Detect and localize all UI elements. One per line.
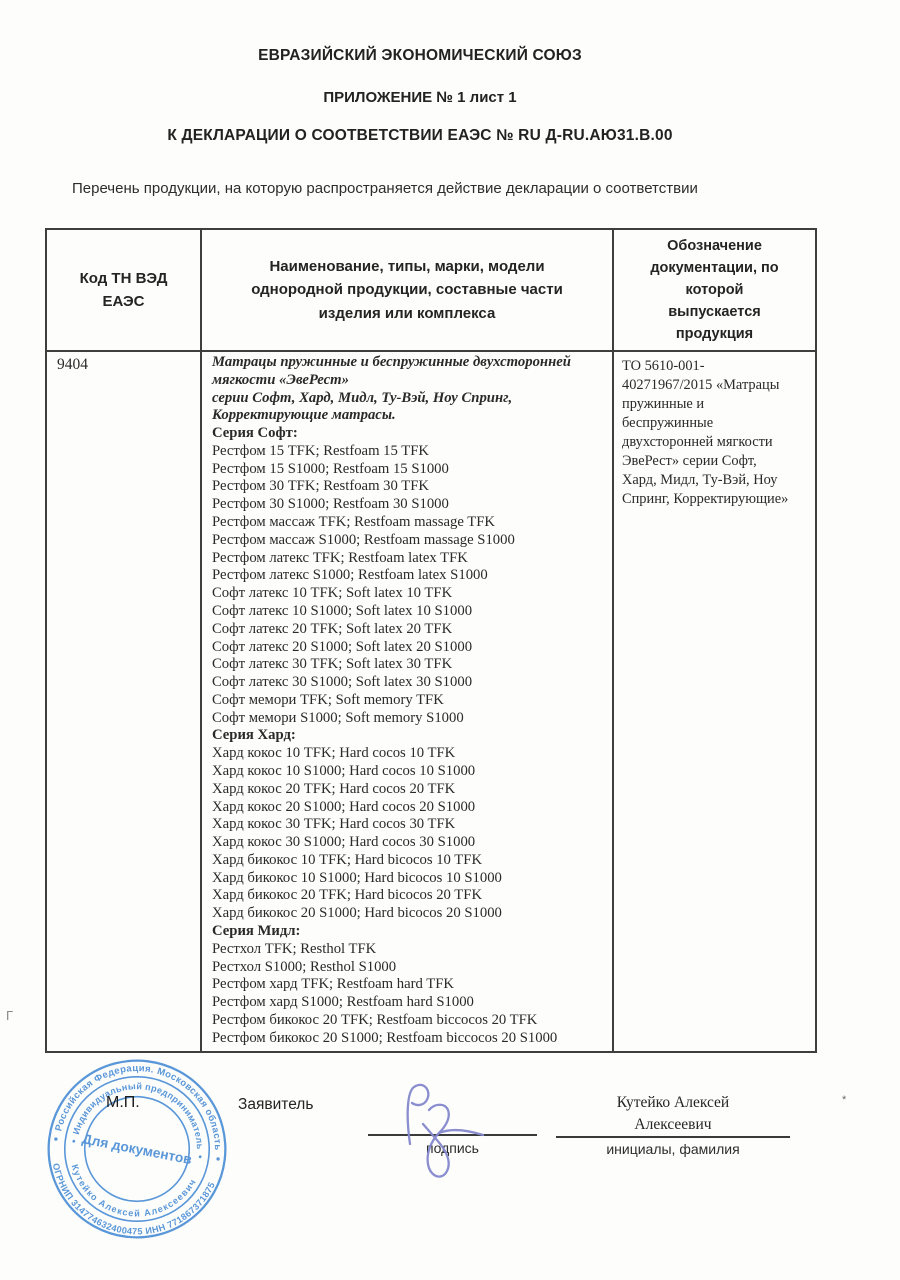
doc-reference-line: 40271967/2015 «Матрацы xyxy=(622,377,780,393)
header-line: документации, по xyxy=(650,260,779,276)
product-intro-line: серии Софт, Хард, Мидл, Ту-Вэй, Ноу Спринг, xyxy=(212,389,513,406)
applicant-name-line1: Кутейко Алексей xyxy=(616,1094,730,1111)
model-line: Софт латекс 30 S1000; Soft latex 30 S1000 xyxy=(212,674,473,691)
code-cell xyxy=(47,352,202,1051)
stamp-middle-top-text: Индивидуальный предприниматель xyxy=(71,1081,205,1150)
scan-artifact-tick: Г xyxy=(6,1008,14,1023)
header-line: Обозначение xyxy=(667,238,762,254)
stamp-place-label: М.П. xyxy=(106,1094,140,1111)
applicant-name-line2: Алексеевич xyxy=(634,1115,712,1133)
round-stamp xyxy=(31,1043,243,1255)
model-line: Софт мемори S1000; Soft memory S1000 xyxy=(212,709,464,726)
model-line: Софт латекс 20 S1000; Soft latex 20 S1000 xyxy=(212,638,473,655)
header-line: которой xyxy=(685,282,744,298)
model-line: Рестфом латекс TFK; Restfoam latex TFK xyxy=(212,549,468,566)
model-line: Хард кокос 10 TFK; Hard cocos 10 TFK xyxy=(212,745,456,762)
header-line: однородной продукции, составные части xyxy=(251,281,563,299)
product-intro xyxy=(212,354,608,425)
model-line: Рестфом латекс S1000; Restfoam latex S1000 xyxy=(212,567,488,584)
stamp-middle-bottom-text: Кутейко Алексей Алексеевич xyxy=(69,1163,199,1219)
name-line xyxy=(556,1136,790,1138)
header-cell-name xyxy=(202,230,614,352)
model-line: Рестфом хард TFK; Restfoam hard TFK xyxy=(212,976,455,993)
model-line: Рестфом массаж S1000; Restfoam massage S1000 xyxy=(212,531,515,548)
doc-reference-line: ЭвеРест» серии Софт, xyxy=(622,453,757,469)
model-line: Хард кокос 10 S1000; Hard cocos 10 S1000 xyxy=(212,762,476,779)
product-intro-line: мягкости «ЭвеРест» xyxy=(212,371,349,388)
declaration-number-title: К ДЕКЛАРАЦИИ О СООТВЕТСТВИИ ЕАЭС № RU Д-RU.АЮ31.В.00 xyxy=(167,127,673,144)
signature-stroke xyxy=(423,1105,449,1177)
model-line: Рестфом хард S1000; Restfoam hard S1000 xyxy=(212,994,474,1011)
scan-artifact-dot: * xyxy=(842,1094,847,1106)
model-line: Софт мемори TFK; Soft memory TFK xyxy=(212,691,444,708)
model-line: Рестфом бикокос 20 S1000; Restfoam biccocos 20 S1000 xyxy=(212,1029,558,1046)
stamp-center-text: Для документов xyxy=(80,1131,194,1168)
tnved-code: 9404 xyxy=(57,356,88,373)
doc-reference-line: двухсторонней мягкости xyxy=(622,434,773,450)
stamp-bullet xyxy=(199,1155,202,1158)
doc-reference-line: Хард, Мидл, Ту-Вэй, Ноу xyxy=(622,472,778,488)
model-line: Хард бикокос 20 S1000; Hard bicocos 20 S1000 xyxy=(212,905,502,922)
svg-text:Российская Федерация. Московск xyxy=(53,1053,232,1152)
model-line: Рестфом бикокос 20 TFK; Restfoam biccocos 20 TFK xyxy=(212,1011,538,1028)
header-line: Наименование, типы, марки, модели xyxy=(269,257,545,275)
stamp-outer-top-text: Российская Федерация. Московская область xyxy=(53,1063,223,1151)
model-line: Рестфом 15 S1000; Restfoam 15 S1000 xyxy=(212,460,449,477)
model-line: Рестфом 15 TFK; Restfoam 15 TFK xyxy=(212,442,430,459)
signature-stroke xyxy=(439,1130,483,1135)
product-intro-line: Корректирующие матрасы. xyxy=(212,407,396,424)
model-line: Рестхол TFK; Resthol TFK xyxy=(212,940,377,957)
model-line: Софт латекс 10 S1000; Soft latex 10 S1000 xyxy=(212,602,473,619)
model-line: Софт латекс 20 TFK; Soft latex 20 TFK xyxy=(212,620,453,637)
series-title: Серия Мидл: xyxy=(212,923,301,939)
header-line: продукция xyxy=(675,326,754,342)
doc-reference-line: ТО 5610-001- xyxy=(622,358,705,374)
handwritten-signature xyxy=(393,1078,523,1193)
product-sections xyxy=(212,425,608,1047)
header-cell-docs xyxy=(614,230,815,352)
doc-reference-cell xyxy=(614,352,815,1051)
model-line: Рестфом 30 TFK; Restfoam 30 TFK xyxy=(212,478,430,495)
model-line: Рестфом 30 S1000; Restfoam 30 S1000 xyxy=(212,496,449,513)
model-line: Рестхол S1000; Resthol S1000 xyxy=(212,958,397,975)
applicant-label: Заявитель xyxy=(238,1096,314,1113)
header-line: изделия или комплекса xyxy=(318,304,496,322)
signature-stroke xyxy=(408,1085,429,1144)
appendix-title: ПРИЛОЖЕНИЕ № 1 лист 1 xyxy=(323,89,517,106)
product-intro-line: Матрацы пружинные и беспружинные двухсторонней xyxy=(212,354,571,370)
model-line: Хард бикокос 10 TFK; Hard bicocos 10 TFK xyxy=(212,851,483,868)
model-line: Хард бикокос 10 S1000; Hard bicocos 10 S1000 xyxy=(212,869,502,886)
name-caption: инициалы, фамилия xyxy=(606,1141,740,1157)
doc-reference-line: беспружинные xyxy=(622,415,714,431)
model-line: Софт латекс 30 TFK; Soft latex 30 TFK xyxy=(212,656,453,673)
model-line: Хард кокос 30 TFK; Hard cocos 30 TFK xyxy=(212,816,456,833)
stamp-bullet xyxy=(216,1157,220,1161)
union-title: ЕВРАЗИЙСКИЙ ЭКОНОМИЧЕСКИЙ СОЮЗ xyxy=(258,47,582,64)
doc-reference-line: пружинные и xyxy=(622,396,705,412)
model-line: Софт латекс 10 TFK; Soft latex 10 TFK xyxy=(212,585,453,602)
signature-caption: подпись xyxy=(426,1140,479,1156)
stamp-outer-bottom-text: ОГРНИП 314774632400475 ИНН 771867371875 xyxy=(50,1162,217,1237)
header-line: ЕАЭС xyxy=(102,293,145,310)
doc-reference-line: Спринг, Корректирующие» xyxy=(622,491,789,507)
header-cell-code xyxy=(47,230,202,352)
model-line: Хард бикокос 20 TFK; Hard bicocos 20 TFK xyxy=(212,887,483,904)
applicant-name xyxy=(556,1092,790,1135)
model-line: Хард кокос 20 TFK; Hard cocos 20 TFK xyxy=(212,780,456,797)
header-line: выпускается xyxy=(668,304,761,320)
stamp-bullet xyxy=(72,1140,75,1143)
model-line: Рестфом массаж TFK; Restfoam massage TFK xyxy=(212,514,495,531)
header-line: Код ТН ВЭД xyxy=(79,269,168,287)
model-line: Хард кокос 20 S1000; Hard cocos 20 S1000 xyxy=(212,798,476,815)
series-title: Серия Софт: xyxy=(212,425,298,442)
model-line: Хард кокос 30 S1000; Hard cocos 30 S1000 xyxy=(212,834,476,851)
products-list-caption: Перечень продукции, на которую распространяется действие декларации о соответствии xyxy=(72,180,698,197)
stamp-bullet xyxy=(54,1137,58,1141)
products-table xyxy=(45,228,817,1053)
series-title: Серия Хард: xyxy=(212,727,296,744)
product-cell xyxy=(202,352,614,1051)
